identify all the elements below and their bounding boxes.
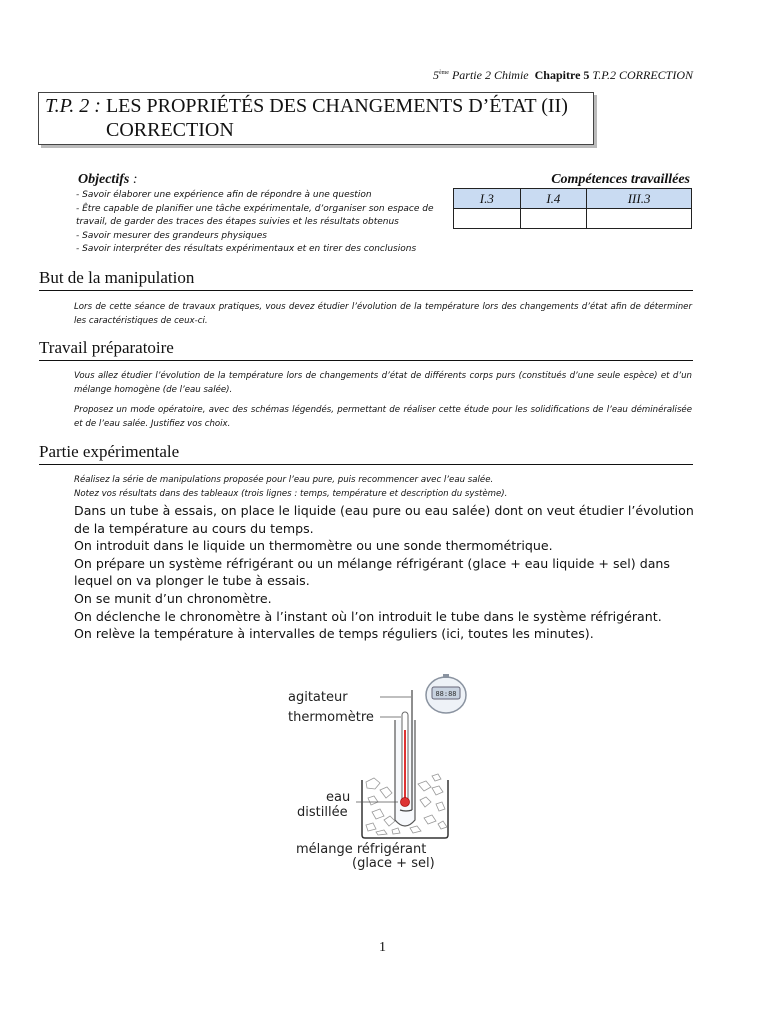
prep-p1: Vous allez étudier l’évolution de la température lors de changements d’état de différents corps purs (constitués d’une seule espèce) et d’un mélange homogène (de l’eau salée).: [74, 371, 692, 395]
section-title-exp: Partie expérimentale: [39, 442, 693, 465]
title-box: [38, 92, 594, 145]
title-line-2: CORRECTION: [106, 119, 234, 141]
procedure-line: Dans un tube à essais, on place le liquide (eau pure ou eau salée) dont on veut étudier l’évolution de la température au cours du temps.: [74, 503, 694, 536]
list-item: - Savoir interpréter des résultats expérimentaux et en tirer des conclusions: [76, 244, 417, 254]
procedure-line: On se munit d’un chronomètre.: [74, 590, 272, 606]
competence-code: I.4: [520, 189, 587, 209]
procedure-line: On déclenche le chronomètre à l’instant où l’on introduit le tube dans le système réfrigérant.: [74, 608, 662, 624]
title-main: LES PROPRIÉTÉS DES CHANGEMENTS D’ÉTAT (II): [105, 95, 568, 117]
exp-instr-1: Réalisez la série de manipulations proposée pour l’eau pure, puis recommencer avec l’eau salée.: [74, 475, 494, 485]
competences-heading: Compétences travaillées: [551, 172, 690, 187]
section-title-but: But de la manipulation: [39, 268, 693, 291]
label-agitateur: agitateur: [288, 690, 348, 705]
competences-table: [453, 188, 692, 229]
stopwatch-display: 88:88: [435, 690, 457, 698]
prep-p2: Proposez un mode opératoire, avec des schémas légendés, permettant de réaliser cette étude pour les solidifications de l’eau déminéralisée et de l’eau salée. Justifiez vos choix.: [74, 405, 692, 429]
list-item: travail, de garder des traces des étapes suivies et les résultats obtenus: [76, 217, 399, 227]
header-tp: T.P.2 CORRECTION: [592, 68, 693, 82]
page-number: 1: [379, 940, 386, 955]
list-item: - Savoir élaborer une expérience afin de répondre à une question: [76, 190, 372, 200]
running-header: [433, 68, 693, 83]
exp-instructions: [74, 474, 692, 501]
label-melange: mélange réfrigérant: [296, 842, 427, 857]
experiment-figure: [280, 670, 480, 875]
level-number: 5: [432, 68, 439, 82]
competence-cell-empty[interactable]: [520, 209, 587, 229]
list-item: - Savoir mesurer des grandeurs physiques: [76, 230, 267, 241]
header-part: Partie 2 Chimie: [451, 68, 529, 82]
label-eau: eau: [326, 790, 351, 805]
procedure-line: On prépare un système réfrigérant ou un mélange réfrigérant (glace + eau liquide + sel) dans lequel on va plonger le tube à essais.: [74, 555, 670, 589]
list-item: - Être capable de planifier une tâche expérimentale, d’organiser son espace de: [76, 203, 434, 214]
competence-code: III.3: [587, 189, 692, 209]
stopwatch-icon: [426, 674, 466, 713]
exp-instr-2: Notez vos résultats dans des tableaux (trois lignes : temps, température et description du système).: [74, 488, 508, 499]
objectifs-list: [76, 189, 448, 257]
competence-code: I.3: [454, 189, 521, 209]
label-distillee: distillée: [297, 805, 348, 820]
but-text: Lors de cette séance de travaux pratiques, vous devez étudier l’évolution de la température lors des changements d’état afin de déterminer les caractéristiques de ceux-ci.: [74, 302, 692, 326]
objectifs-heading: Objectifs :: [78, 172, 138, 187]
tp-label: T.P. 2 :: [45, 95, 101, 117]
competence-cell-empty[interactable]: [454, 209, 521, 229]
procedure-line: On relève la température à intervalles de temps réguliers (ici, toutes les minutes).: [74, 626, 594, 642]
header-chapter: Chapitre 5: [534, 68, 590, 82]
level-sup: ème: [438, 70, 449, 76]
section-title-prep: Travail préparatoire: [39, 338, 693, 361]
exp-procedure: [74, 502, 694, 643]
competence-cell-empty[interactable]: [587, 209, 692, 229]
label-thermometre: thermomètre: [288, 710, 374, 725]
procedure-line: On introduit dans le liquide un thermomètre ou une sonde thermométrique.: [74, 538, 553, 554]
label-glace-sel: (glace + sel): [352, 856, 435, 871]
title-line-1: [45, 95, 568, 118]
